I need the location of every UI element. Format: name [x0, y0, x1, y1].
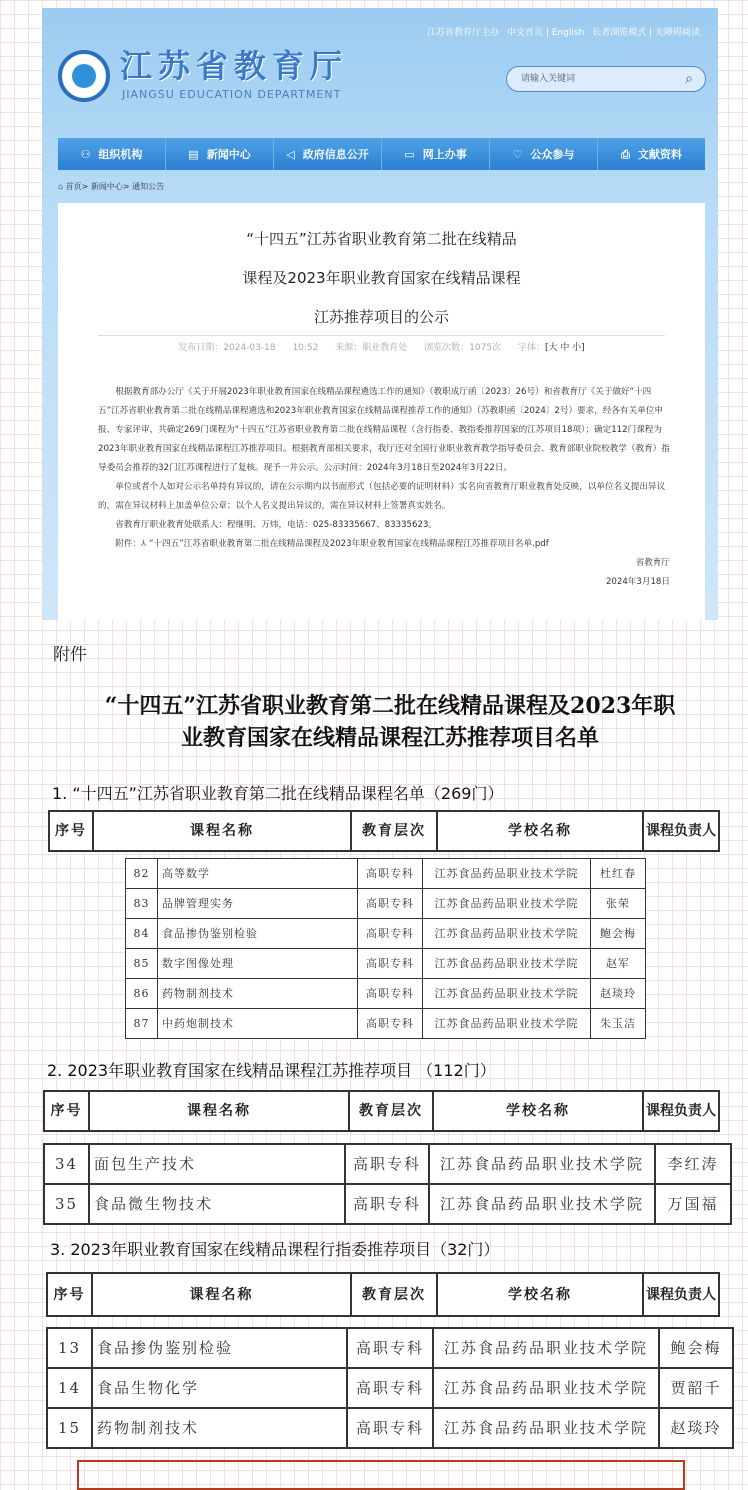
row-number: 34 [44, 1144, 89, 1184]
school-name: 江苏食品药品职业技术学院 [423, 919, 591, 949]
column-header-row-number: 序号 [47, 1273, 92, 1316]
course-name: 食品掺伪鉴别检验 [92, 1328, 347, 1368]
education-level: 高职专科 [347, 1408, 433, 1448]
paragraph: 省教育厅职业教育处联系人：程继明、万炜，电话：025-83335667、83335623。 [115, 520, 438, 530]
sign-date: 2024年3月18日 [605, 577, 670, 587]
nav-label: 政府信息公开 [302, 147, 369, 161]
search-placeholder: 请输入关键词 [521, 74, 576, 84]
course-table [43, 1143, 732, 1225]
school-name: 江苏食品药品职业技术学院 [423, 1009, 591, 1039]
course-lead: 赵琰玲 [659, 1408, 733, 1448]
row-number: 15 [47, 1408, 92, 1448]
top-links [427, 28, 700, 39]
course-table [125, 858, 646, 1039]
course-lead: 赵琰玲 [591, 979, 646, 1009]
table-header [46, 1272, 720, 1317]
course-lead: 杜红春 [591, 859, 646, 889]
site-name-en: JIANGSU EDUCATION DEPARTMENT [122, 88, 342, 101]
nav-label: 新闻中心 [206, 147, 251, 161]
gov-info-icon: ◁ [286, 147, 295, 161]
section-heading: 2. 2023年职业教育国家在线精品课程江苏推荐项目 （112门） [47, 1061, 496, 1080]
education-level: 高职专科 [345, 1144, 429, 1184]
doc-title-line: 业教育国家在线精品课程江苏推荐项目名单 [180, 725, 599, 751]
article-title-line: “十四五”江苏省职业教育第二批在线精品 [246, 230, 517, 248]
course-name: 品牌管理实务 [158, 889, 358, 919]
nav-label: 网上办事 [422, 147, 467, 161]
nav-public[interactable] [490, 138, 598, 170]
doc-title-line: “十四五”江苏省职业教育第二批在线精品课程及2023年职 [104, 693, 676, 719]
education-level: 高职专科 [358, 889, 423, 919]
nav-label: 公众参与 [530, 147, 575, 161]
school-name: 江苏食品药品职业技术学院 [423, 949, 591, 979]
column-header-course-name: 课程名称 [93, 811, 351, 851]
column-header-school-name: 学校名称 [433, 1091, 643, 1131]
course-name: 食品掺伪鉴别检验 [158, 919, 358, 949]
column-header-course-lead: 课程负责人 [643, 811, 719, 851]
course-name: 食品生物化学 [92, 1368, 347, 1408]
column-header-row-number: 序号 [44, 1091, 89, 1131]
row-number: 82 [126, 859, 158, 889]
home-icon: ⌂ [58, 182, 64, 191]
breadcrumb[interactable] [58, 182, 164, 192]
column-header-course-name: 课程名称 [89, 1091, 349, 1131]
table-row [126, 919, 646, 949]
row-number: 87 [126, 1009, 158, 1039]
search-icon[interactable]: ⌕ [685, 71, 693, 87]
pdf-icon: ⅄ [140, 539, 147, 549]
table-row [126, 979, 646, 1009]
table-row [126, 1009, 646, 1039]
site-name: 江苏省教育厅 [120, 47, 349, 85]
attachment-label: 附件： [115, 539, 141, 549]
divider [98, 335, 665, 336]
education-level: 高职专科 [347, 1368, 433, 1408]
table-row [47, 1408, 733, 1448]
education-level: 高职专科 [358, 979, 423, 1009]
course-lead: 赵军 [591, 949, 646, 979]
heart-icon: ♡ [512, 147, 523, 161]
course-name: 药物制剂技术 [158, 979, 358, 1009]
table-row [44, 1144, 731, 1184]
font-size-switch[interactable]: [大 中 小] [544, 343, 585, 353]
table-row [47, 1328, 733, 1368]
article-title-line: 江苏推荐项目的公示 [313, 308, 449, 326]
language-links[interactable]: 中文首页 | English [506, 28, 585, 38]
row-number: 14 [47, 1368, 92, 1408]
course-name: 高等数学 [158, 859, 358, 889]
attachment-line [98, 535, 670, 554]
column-header-school-name: 学校名称 [437, 1273, 643, 1316]
education-level: 高职专科 [345, 1184, 429, 1224]
education-level: 高职专科 [358, 949, 423, 979]
table-row [126, 949, 646, 979]
attachment-link[interactable]: “十四五”江苏省职业教育第二批在线精品课程及2023年职业教育国家在线精品课程江苏推荐项目名单.pdf [148, 539, 549, 549]
course-lead: 朱玉洁 [591, 1009, 646, 1039]
nav-label: 组织机构 [98, 147, 143, 161]
search-input[interactable] [506, 66, 706, 92]
nav-docs[interactable] [598, 138, 705, 170]
nav-news[interactable] [166, 138, 274, 170]
course-lead: 鲍会梅 [591, 919, 646, 949]
column-header-row-number: 序号 [49, 811, 93, 851]
education-level: 高职专科 [347, 1328, 433, 1368]
article-body [98, 383, 670, 592]
view-count: 浏览次数：1075次 [424, 343, 502, 353]
course-name: 食品微生物技术 [89, 1184, 345, 1224]
course-name: 药物制剂技术 [92, 1408, 347, 1448]
attachment-heading: 附件 [53, 645, 87, 665]
printer-icon: ⎙ [621, 147, 630, 161]
course-name: 数字图像处理 [158, 949, 358, 979]
signature: 省教育厅 [635, 558, 670, 568]
paragraph: 根据教育部办公厅《关于开展2023年职业教育国家在线精品课程遴选工作的通知》（教职成厅函〔2023〕26号）和省教育厅《关于做好“十四五”江苏省职业教育第二批在线精品课程遴选和2023年职业教育国家在线精品课程推荐工作的通知》（苏教职函〔2024〕2号）要求，经各有关单位申报、专家评审，共确定269门课程为“十四五”江苏省职业教育第二批在线精品课程（含行指委、教指委推荐国家的江苏项目18项）；确定112门课程为2023年职业教育国家在线精品课程江苏推荐项目。根据教育部相关要求，我厅还对全国行业职业教育教学指导委员会、教育部职业院校教学（教育）指导委员会推荐的32门江苏课程进行了复核。现予一并公示。公示时间：2024年3月18日至2024年3月22日。 [98, 387, 670, 473]
monitor-icon: ▭ [404, 147, 415, 161]
school-name: 江苏食品药品职业技术学院 [423, 889, 591, 919]
school-name: 江苏食品药品职业技术学院 [429, 1144, 655, 1184]
course-name: 中药炮制技术 [158, 1009, 358, 1039]
column-header-school-name: 学校名称 [437, 811, 643, 851]
breadcrumb-text[interactable]: 首页> 新闻中心> 通知公告 [65, 182, 165, 191]
org-chart-icon: ⚇ [80, 147, 91, 161]
education-level: 高职专科 [358, 859, 423, 889]
row-number: 84 [126, 919, 158, 949]
publish-date: 发布日期：2024-03-18 10:52 [178, 343, 319, 353]
nav-gov-info[interactable] [274, 138, 382, 170]
article-title-line: 课程及2023年职业教育国家在线精品课程 [242, 269, 521, 287]
course-lead: 贾韶千 [659, 1368, 733, 1408]
font-size-label: 字体： [517, 343, 545, 353]
course-name: 面包生产技术 [89, 1144, 345, 1184]
school-name: 江苏食品药品职业技术学院 [423, 979, 591, 1009]
nav-org[interactable] [58, 138, 166, 170]
education-level: 高职专科 [358, 919, 423, 949]
logo-emblem-icon [58, 50, 110, 102]
school-name: 江苏食品药品职业技术学院 [433, 1408, 659, 1448]
section-heading: 1. “十四五”江苏省职业教育第二批在线精品课程名单（269门） [52, 784, 504, 803]
sponsor-text: 江苏省教育厅主办 [426, 28, 499, 38]
nav-online[interactable] [382, 138, 490, 170]
course-lead: 万国福 [655, 1184, 731, 1224]
document-icon: ▤ [188, 147, 199, 161]
column-header-education-level: 教育层次 [351, 1273, 437, 1316]
school-name: 江苏食品药品职业技术学院 [433, 1328, 659, 1368]
education-level: 高职专科 [358, 1009, 423, 1039]
course-lead: 鲍会梅 [659, 1328, 733, 1368]
row-number: 86 [126, 979, 158, 1009]
column-header-course-name: 课程名称 [92, 1273, 351, 1316]
course-lead: 张荣 [591, 889, 646, 919]
course-table [46, 1327, 734, 1449]
nav-label: 文献资料 [637, 147, 682, 161]
table-header [48, 810, 720, 852]
school-name: 江苏食品药品职业技术学院 [433, 1368, 659, 1408]
column-header-education-level: 教育层次 [349, 1091, 433, 1131]
table-header [43, 1090, 720, 1132]
school-name: 江苏食品药品职业技术学院 [423, 859, 591, 889]
row-number: 85 [126, 949, 158, 979]
row-number: 83 [126, 889, 158, 919]
table-row [126, 889, 646, 919]
accessibility-links[interactable]: 长者浏览模式 | 无障碍阅读 [592, 28, 700, 38]
school-name: 江苏食品药品职业技术学院 [429, 1184, 655, 1224]
main-nav [58, 138, 705, 170]
paragraph: 单位或者个人如对公示名单持有异议的，请在公示期内以书面形式（包括必要的证明材料）实名向省教育厅职业教育处反映，以单位名义提出异议的，需在异议材料上加盖单位公章；以个人名义提出异议的，需在异议材料上签署真实姓名。 [98, 482, 666, 511]
table-row [47, 1368, 733, 1408]
source: 来源：职业教育处 [335, 343, 408, 353]
table-row [44, 1184, 731, 1224]
article [58, 203, 705, 620]
column-header-education-level: 教育层次 [351, 811, 437, 851]
column-header-course-lead: 课程负责人 [643, 1091, 719, 1131]
article-meta [58, 343, 705, 354]
column-header-course-lead: 课程负责人 [643, 1273, 719, 1316]
red-frame [77, 1460, 685, 1490]
course-lead: 李红涛 [655, 1144, 731, 1184]
row-number: 13 [47, 1328, 92, 1368]
site-screenshot [42, 8, 718, 620]
row-number: 35 [44, 1184, 89, 1224]
section-heading: 3. 2023年职业教育国家在线精品课程行指委推荐项目（32门） [50, 1240, 500, 1259]
table-row [126, 859, 646, 889]
